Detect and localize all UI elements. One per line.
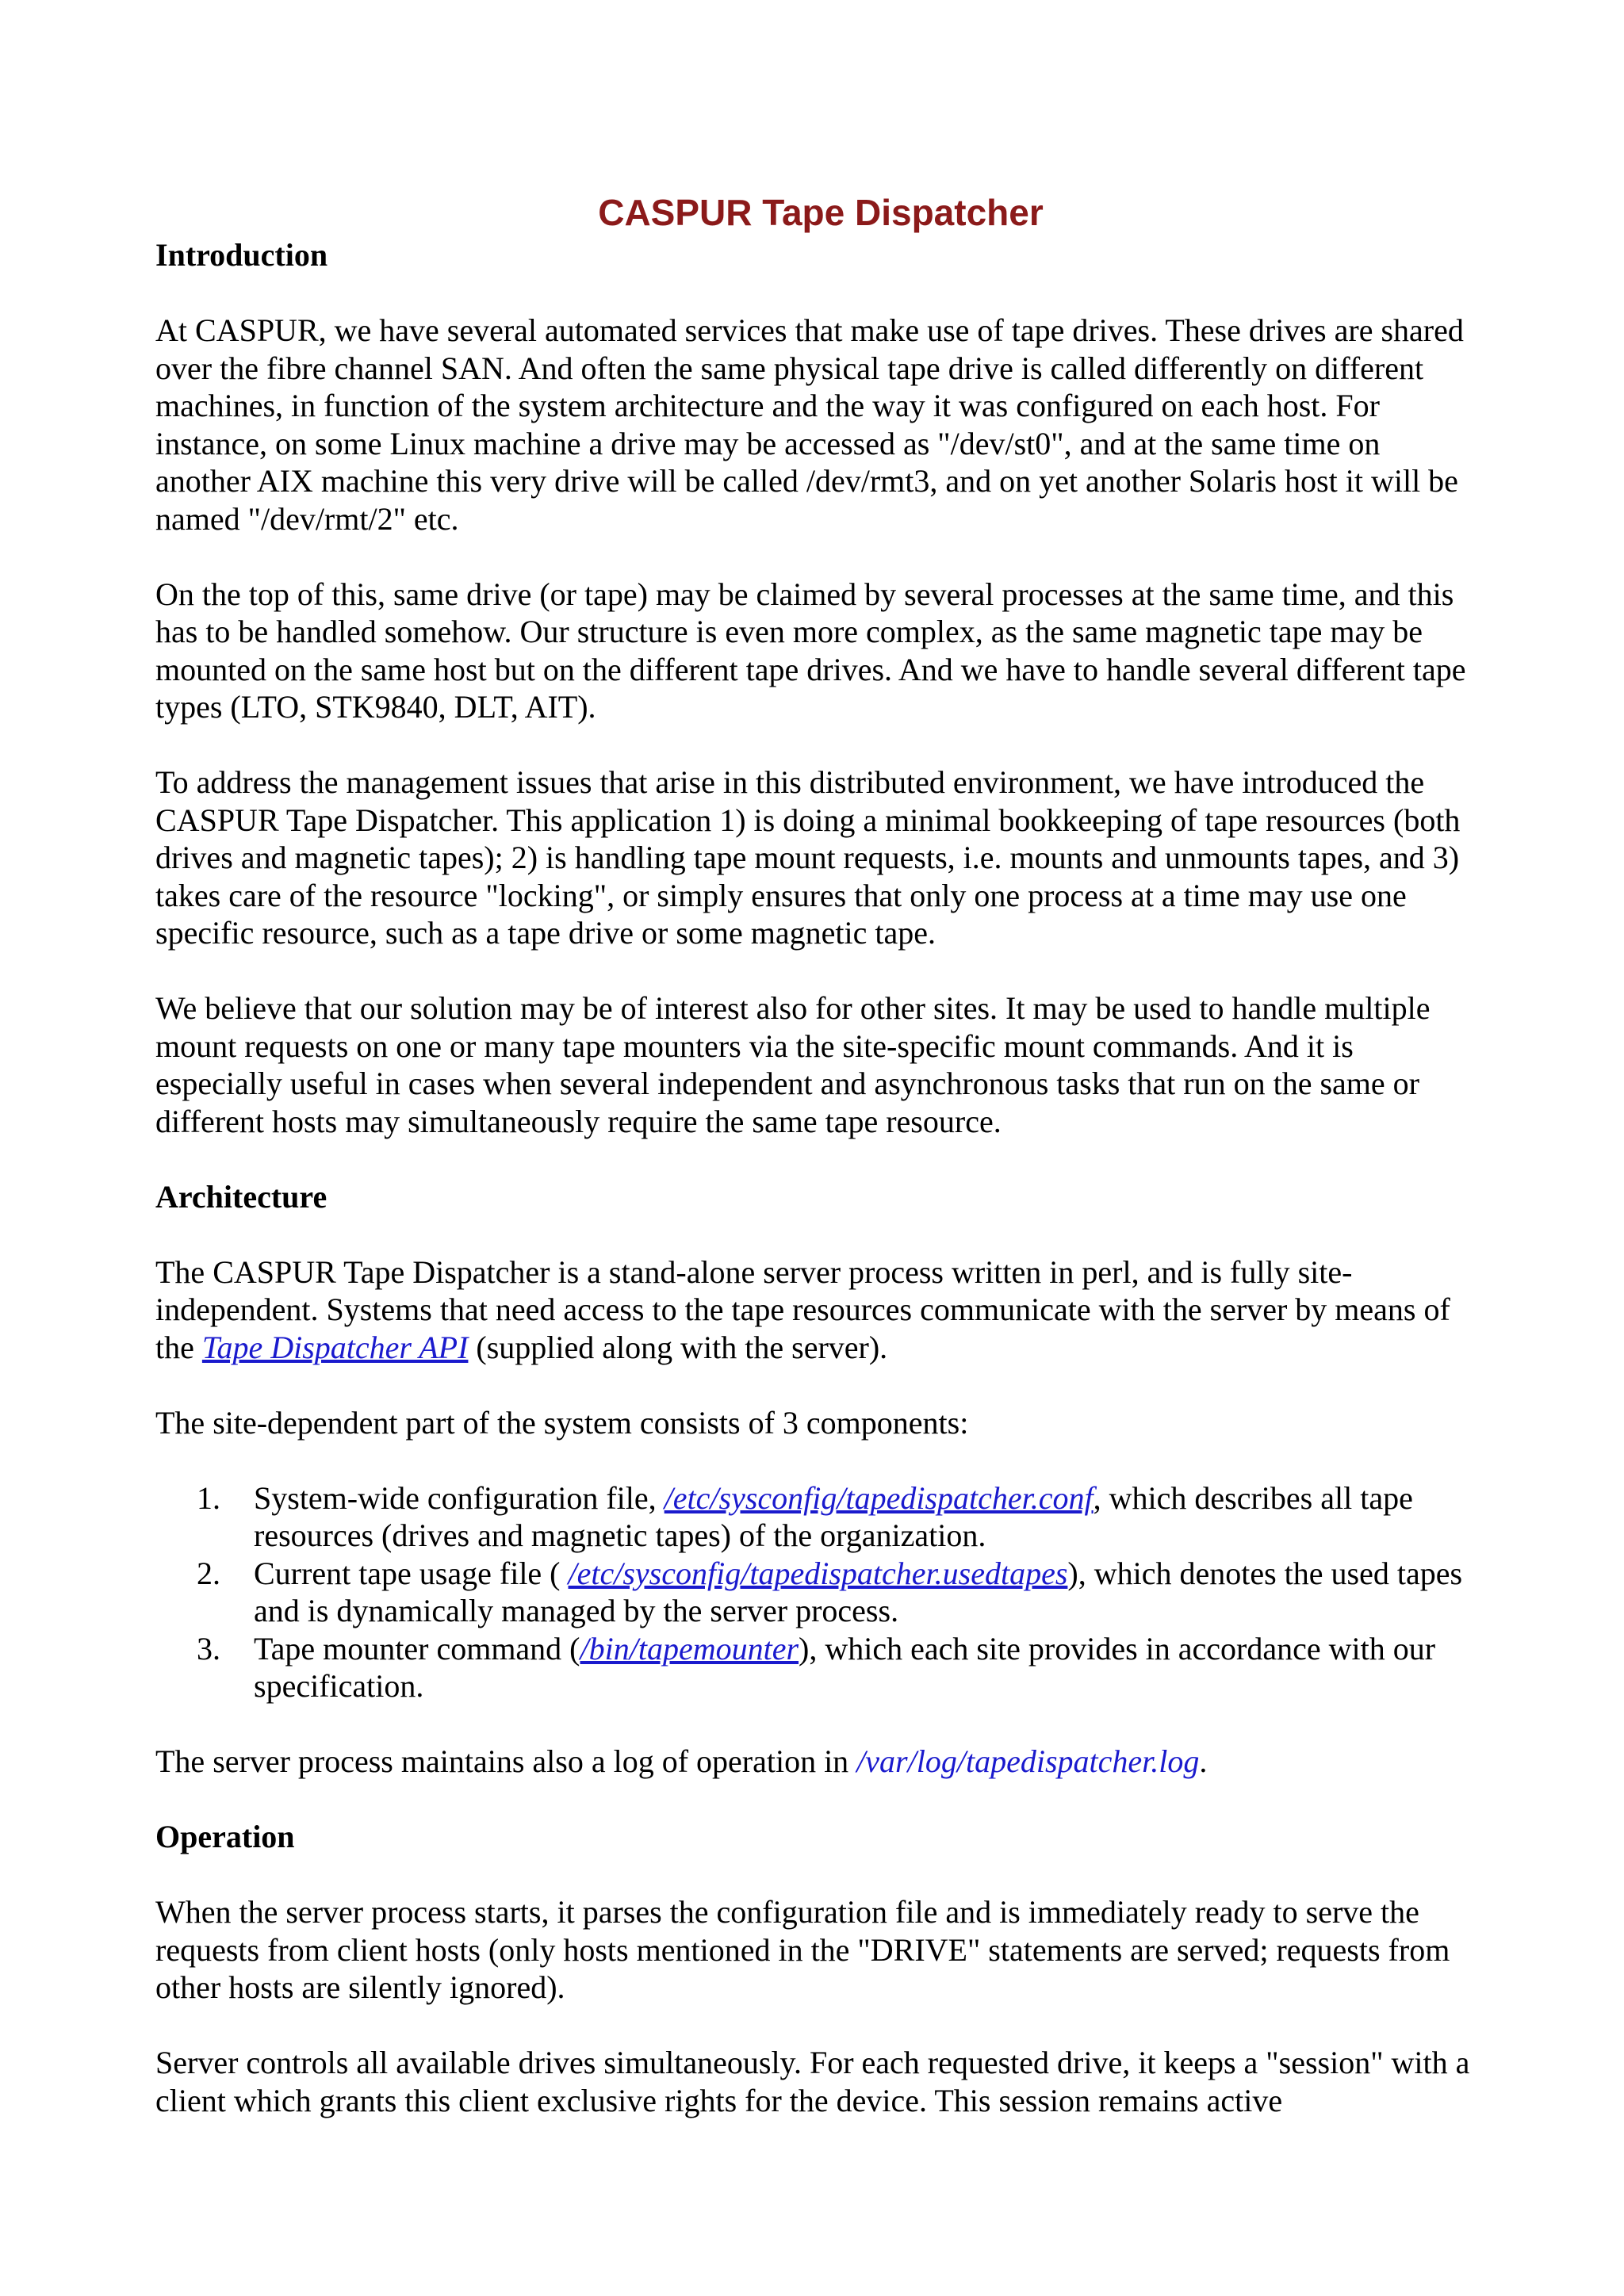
spacer xyxy=(155,1781,1472,1819)
config-file-link[interactable]: /etc/sysconfig/tapedispatcher.conf xyxy=(664,1479,1094,1516)
architecture-paragraph-3: The server process maintains also a log of operation in /var/log/tapedispatcher.log. xyxy=(155,1743,1208,1779)
operation-paragraph-1: When the server process starts, it parses the configuration file and is immediately ready to serve the requests from client hosts (only hosts mentioned in the "DRIVE" statements are served; requests from other hosts are silently ignored). xyxy=(155,1894,1450,2005)
tape-dispatcher-api-link[interactable]: Tape Dispatcher API xyxy=(201,1329,469,1365)
usedtapes-file-link[interactable]: /etc/sysconfig/tapedispatcher.usedtapes xyxy=(568,1555,1068,1591)
section-heading-introduction: Introduction xyxy=(155,237,328,273)
intro-paragraph-1: At CASPUR, we have several automated services that make use of tape drives. These drives are shared over the fibre channel SAN. And often the same physical tape drive is called differently on different machines, in function of the system architecture and the way it was configured on each host. For instance, on some Linux machine a drive may be accessed as "/dev/st0", and at the same time on another AIX machine this very drive will be called /dev/rmt3, and on yet another Solaris host it will be named "/dev/rmt/2" etc. xyxy=(155,312,1464,537)
intro-paragraph-3: To address the management issues that arise in this distributed environment, we have introduced the CASPUR Tape Dispatcher. This application 1) is doing a minimal bookkeeping of tape resources (both drives and magnetic tapes); 2) is handling tape mount requests, i.e. mounts and unmounts tapes, and 3) takes care of the resource "locking", or simply ensures that only one process at a time may use one specific resource, such as a tape drive or some magnetic tape. xyxy=(155,764,1461,951)
spacer xyxy=(155,726,1472,764)
list-item: 2. Current tape usage file ( /etc/sysconfig/tapedispatcher.usedtapes), which denotes the used tapes and is dynamically managed by the server process. xyxy=(197,1555,1463,1628)
intro-paragraph-2: On the top of this, same drive (or tape) may be claimed by several processes at the same time, and this has to be handled somehow. Our structure is even more complex, as the same magnetic tape may be mounted on the same host but on the different tape drives. And we have to handle several different tape types (LTO, STK9840, DLT, AIT). xyxy=(155,576,1466,725)
spacer xyxy=(155,2007,1472,2045)
architecture-paragraph-1: The CASPUR Tape Dispatcher is a stand-alone server process written in perl, and is fully site-independent. Systems that need access to the tape resources communicate with the server by means of the Tape Dispatcher API (supplied along with the server). xyxy=(155,1253,1450,1365)
architecture-paragraph-2: The site-dependent part of the system consists of 3 components: xyxy=(155,1404,969,1441)
spacer xyxy=(155,1215,1472,1253)
section-heading-operation: Operation xyxy=(155,1819,295,1854)
intro-paragraph-4: We believe that our solution may be of interest also for other sites. It may be used to handle multiple mount requests on one or many tape mounters via the site-specific mount commands. And it is especially useful in cases when several independent and asynchronous tasks that run on the same or different hosts may simultaneously require the same tape resource. xyxy=(155,990,1431,1139)
spacer xyxy=(155,1441,1472,1479)
page-title: CASPUR Tape Dispatcher xyxy=(598,192,1044,233)
operation-paragraph-2: Server controls all available drives simultaneously. For each requested drive, it keeps a "session" with a client which grants this client exclusive rights for the device. This session remains active xyxy=(155,2045,1470,2118)
list-item: 3. Tape mounter command (/bin/tapemounter), which each site provides in accordance with our specification. xyxy=(197,1630,1436,1704)
spacer xyxy=(155,274,1472,312)
spacer xyxy=(155,1140,1472,1178)
spacer xyxy=(155,1856,1472,1894)
document-page xyxy=(155,189,1472,2119)
section-heading-architecture: Architecture xyxy=(155,1178,327,1215)
spacer xyxy=(155,1366,1472,1404)
spacer xyxy=(155,1705,1472,1743)
spacer xyxy=(155,538,1472,576)
log-file-path: /var/log/tapedispatcher.log xyxy=(856,1743,1200,1779)
tapemounter-link[interactable]: /bin/tapemounter xyxy=(580,1630,799,1667)
list-item: 1. System-wide configuration file, /etc/sysconfig/tapedispatcher.conf, which describes all tape resources (drives and magnetic tapes) of the organization. xyxy=(197,1479,1413,1553)
components-list xyxy=(155,1479,1472,1705)
spacer xyxy=(155,952,1472,990)
